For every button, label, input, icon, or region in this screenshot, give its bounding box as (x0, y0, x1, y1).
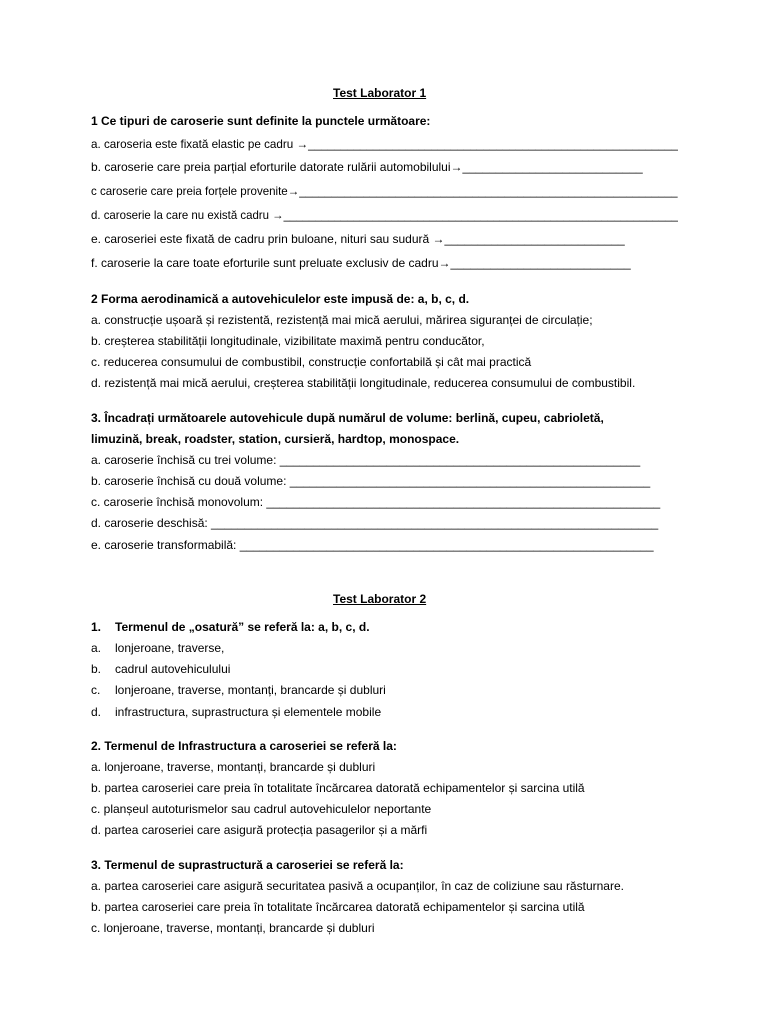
test1-q2-heading: 2 Forma aerodinamică a autovehiculelor este impusă de: a, b, c, d. (91, 292, 470, 306)
test2-q1-item-d: infrastructura, suprastructura și elementele mobile (115, 705, 382, 719)
test2-q1-heading: Termenul de „osatură” se referă la: a, b, c, d. (115, 620, 370, 634)
test1-q2-item-b: b. creșterea stabilității longitudinale, vizibilitate maximă pentru conducător, (91, 334, 485, 348)
test1-q2-item-d: d. rezistență mai mică aerului, creșterea stabilității longitudinale, reducerea consumului de combustibil. (91, 376, 636, 390)
test1-q3-item-e: e. caroserie transformabilă: ______________________________________________________________ (91, 538, 654, 552)
test1-q1-item-c: c caroserie care preia forțele provenite→___________________________________________________________ (91, 184, 678, 198)
test2-q2-item-d: d. partea caroseriei care asigură protecția pasagerilor și a mărfi (91, 823, 428, 837)
test2-q2-item-c: c. planșeul autoturismelor sau cadrul autovehiculelor neportante (91, 802, 432, 816)
test1-q2-item-a: a. construcție ușoară și rezistentă, rezistență mai mică aerului, mărirea siguranței de circulație; (91, 313, 593, 327)
test2-q1-letter-c: c. (91, 683, 101, 697)
test2-q1-letter-a: a. (91, 641, 102, 655)
test2-q3-heading: 3. Termenul de suprastructură a caroseriei se referă la: (91, 858, 404, 872)
test1-title: Test Laborator 1 (333, 86, 427, 100)
test2-q1-item-a: lonjeroane, traverse, (115, 641, 225, 655)
test2-q1-item-c: lonjeroane, traverse, montanți, brancarde și dubluri (115, 683, 386, 697)
test1-q1-item-f: f. caroserie la care toate eforturile sunt preluate exclusiv de cadru→___________________________ (91, 256, 631, 270)
test1-q1-item-b: b. caroserie care preia parțial eforturile datorate rulării automobilului→___________________________ (91, 160, 643, 174)
test2-q2-heading: 2. Termenul de Infrastructura a caroseriei se referă la: (91, 739, 397, 753)
test2-q2-item-b: b. partea caroseriei care preia în totalitate încărcarea datorată echipamentelor și sarcina utilă (91, 781, 585, 795)
test2-q1-letter-d: d. (91, 705, 102, 719)
test2-q1-item-b: cadrul autovehiculului (115, 662, 231, 676)
test2-q3-item-a: a. partea caroseriei care asigură securitatea pasivă a ocupanților, în caz de coliziune sau răsturnare. (91, 879, 624, 893)
test1-q3-item-a: a. caroserie închisă cu trei volume: ______________________________________________________ (91, 453, 641, 467)
test1-q1-heading: 1 Ce tipuri de caroserie sunt definite la punctele următoare: (91, 114, 431, 128)
test2-q1-number: 1. (91, 620, 102, 634)
test1-q1-item-d: d. caroserie la care nu există cadru →______________________________________________________________ (91, 208, 678, 222)
test1-q3-item-d: d. caroserie deschisă: ___________________________________________________________________ (91, 516, 659, 530)
test1-q3-heading-line2: limuzină, break, roadster, station, cursieră, hardtop, monospace. (91, 432, 460, 446)
test1-q3-item-c: c. caroserie închisă monovolum: ___________________________________________________________ (91, 495, 661, 509)
test1-q2-item-c: c. reducerea consumului de combustibil, construcție confortabilă și cât mai practică (91, 355, 532, 369)
test1-q1-item-e: e. caroseriei este fixată de cadru prin buloane, nituri sau sudură →___________________________ (91, 232, 625, 246)
test1-q3-item-b: b. caroserie închisă cu două volume: ______________________________________________________ (91, 474, 651, 488)
test2-q3-item-b: b. partea caroseriei care preia în totalitate încărcarea datorată echipamentelor și sarcina utilă (91, 900, 585, 914)
test2-q3-item-c: c. lonjeroane, traverse, montanți, brancarde și dubluri (91, 921, 375, 935)
test1-q3-heading-line1: 3. Încadrați următoarele autovehicule după numărul de volume: berlină, cupeu, cabrioletă, (91, 411, 604, 425)
test2-q2-item-a: a. lonjeroane, traverse, montanți, brancarde și dubluri (91, 760, 376, 774)
test1-q1-item-a: a. caroseria este fixată elastic pe cadru →_________________________________________________________ (91, 137, 678, 151)
test2-title: Test Laborator 2 (333, 592, 427, 606)
test2-q1-letter-b: b. (91, 662, 102, 676)
